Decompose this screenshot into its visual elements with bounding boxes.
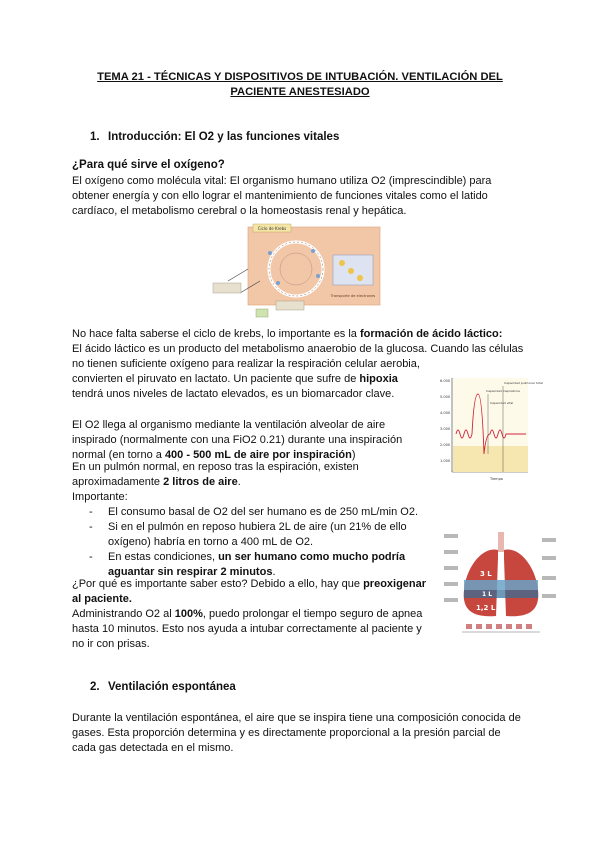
section-2-label: Ventilación espontánea: [108, 681, 236, 693]
y-tick-5000: 5.000: [440, 395, 451, 399]
paragraph-lactic-acid-intro: [72, 327, 542, 342]
spontaneous-line-1: Durante la ventilación espontánea, el aire que se inspira tiene una composición conocida de: [72, 712, 521, 724]
spiro-label-ci: Capacidad inspiratoria: [486, 389, 520, 393]
y-tick-2000: 2.000: [440, 443, 451, 447]
y-tick-3000: 3.000: [440, 427, 451, 431]
question-oxygen: ¿Para qué sirve el oxígeno?: [72, 159, 225, 171]
krebs-electron-transport-label: Transporte de electrones: [330, 294, 376, 298]
preox-line-1: ¿Por qué es importante saber esto? Debido a ello, hay que preoxigenar: [72, 578, 427, 590]
lungs-figure: [442, 528, 560, 645]
lung-vol-upper: 3 L: [480, 570, 492, 578]
paragraph-spontaneous-ventilation: [72, 711, 532, 756]
list-item: - Si en el pulmón en reposo hubiera 2L de aire (un 21% de ello oxígeno) habría en torno a 400 mL de O2.: [89, 521, 407, 548]
important-label: Importante:: [72, 491, 128, 503]
lactic-intro-bold: formación de ácido láctico:: [359, 328, 503, 340]
important-list: [72, 505, 432, 580]
paragraph-oxygen: El oxígeno como molécula vital: El organismo humano utiliza O2 (imprescindible) para obtener energía y con ello lograr el mantenimiento de funciones vitales como el latido cardíaco, el metabolismo cerebral o la homeostasis renal y hepática.: [72, 175, 492, 217]
preoxygenar-bold: preoxigenar: [363, 578, 427, 590]
section-1-heading: [90, 131, 339, 143]
document-title: TEMA 21 - TÉCNICAS Y DISPOSITIVOS DE INTUBACIÓN. VENTILACIÓN DEL PACIENTE ANESTESIADO: [97, 71, 503, 98]
percent-bold: 100%: [174, 608, 203, 620]
y-tick-1000: 1.000: [440, 459, 451, 463]
lactic-line-2: no tienen suficiente oxígeno para realizar la respiración celular aerobia,: [72, 358, 420, 370]
krebs-cycle-figure: [208, 221, 384, 324]
lung-vol-lower: 1,2 L: [476, 604, 496, 612]
alveolar-line-1: El O2 llega al organismo mediante la ventilación alveolar de aire: [72, 419, 386, 431]
preox-line-3: Administrando O2 al 100%, puedo prolongar el tiempo seguro de apnea: [72, 608, 423, 620]
alveolar-line-2: inspirado (normalmente con una FiO2 0.21) durante una inspiración: [72, 434, 403, 446]
lactic-line-1: El ácido láctico es un producto del metabolismo anaerobio de la glucosa. Cuando las células: [72, 343, 524, 355]
section-1-number: 1.: [90, 131, 100, 143]
spontaneous-line-3: cada gas detectada en el mismo.: [72, 742, 234, 754]
preox-line-2: al paciente.: [72, 593, 132, 605]
alveolar-line-3: normal (en torno a 400 - 500 mL de aire por inspiración): [72, 449, 356, 461]
list-item: - En estas condiciones, un ser humano como mucho podría aguantar sin respirar 2 minutos.: [89, 551, 406, 578]
spiro-label-cv: Capacidad vital: [490, 401, 514, 405]
krebs-header-label: Ciclo de Krebs: [257, 226, 287, 231]
two-liters-bold: 2 litros de aire: [163, 476, 238, 488]
list-item: - El consumo basal de O2 del ser humano es de 250 mL/min O2.: [89, 506, 419, 518]
y-tick-6000: 6.000: [440, 379, 451, 383]
lung-volume-line-2: aproximadamente 2 litros de aire.: [72, 476, 241, 488]
y-tick-4000: 4.000: [440, 411, 451, 415]
spontaneous-line-2: gases. Esta proporción determina y es directamente proporcional a la presión parcial de: [72, 727, 501, 739]
lactic-intro-text: No hace falta saberse el ciclo de krebs, lo importante es la: [72, 328, 360, 340]
volume-bold: 400 - 500 mL de aire por inspiración: [164, 449, 352, 461]
preox-line-4: hasta 10 minutos. Esto nos ayuda a intubar correctamente al paciente y: [72, 623, 422, 635]
paragraph-alveolar-ventilation: [72, 418, 432, 463]
lung-vol-mid: 1 L: [482, 591, 493, 598]
lung-volume-line-1: En un pulmón normal, en reposo tras la espiración, existen: [72, 461, 359, 473]
paragraph-lung-volume: [72, 460, 432, 505]
spiro-label-cpt: Capacidad pulmonar total: [504, 381, 543, 385]
paragraph-preoxygenation: [72, 577, 442, 652]
hypoxia-bold: hipoxia: [359, 373, 398, 385]
lactic-line-3: convierten el piruvato en lactato. Un paciente que sufre de hipoxia: [72, 373, 398, 385]
section-2-number: 2.: [90, 681, 100, 693]
preox-line-5: no ir con prisas.: [72, 638, 150, 650]
spiro-x-label: Tiempo: [490, 477, 503, 481]
spirometry-figure: [438, 374, 543, 491]
section-2-heading: [90, 681, 236, 693]
lactic-line-4: tendrá unos niveles de lactato elevados, es un biomarcador clave.: [72, 388, 395, 400]
section-1-label: Introducción: El O2 y las funciones vitales: [108, 131, 340, 143]
